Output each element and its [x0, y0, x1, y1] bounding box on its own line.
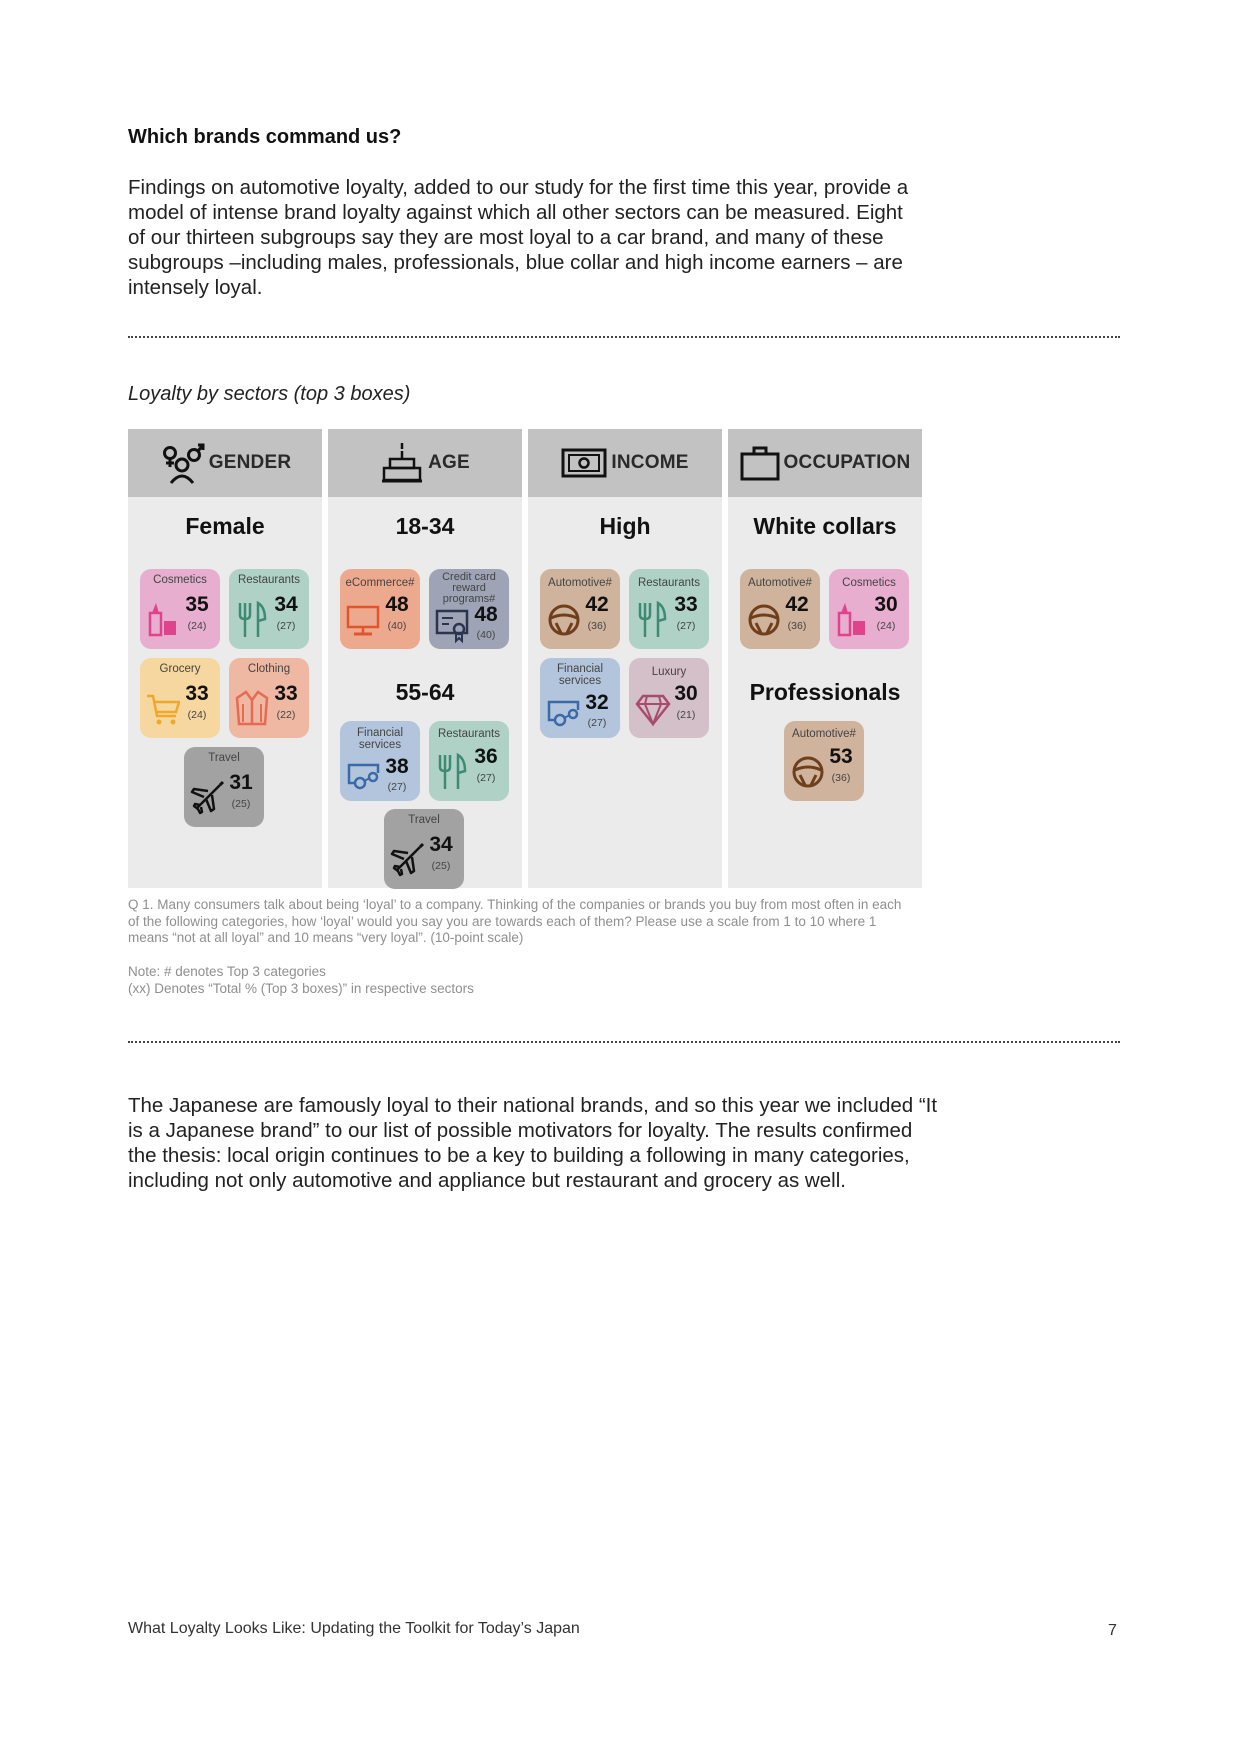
gender-column: [128, 429, 322, 888]
utensils-icon: [235, 599, 269, 639]
closing-line: The Japanese are famously loyal to their national brands, and so this year we included “It: [128, 1094, 938, 1117]
tile-travel: [184, 747, 264, 827]
intro-line: intensely loyal.: [128, 276, 263, 299]
tile-restaurants: [429, 721, 509, 801]
intro-line: model of intense brand loyalty against which all other sectors can be measured. Eight: [128, 201, 903, 224]
tile-value: 38: [385, 755, 409, 778]
tile-automotive: [540, 569, 620, 649]
tile-label: Financial services: [556, 663, 604, 687]
cake-icon: [380, 441, 424, 485]
gender-header-label: GENDER: [208, 452, 292, 473]
note-line: (xx) Denotes “Total % (Top 3 boxes)” in respective sectors: [128, 980, 474, 996]
steering-wheel-icon: [746, 599, 782, 639]
tile-percent: (27): [587, 717, 607, 729]
age-header-label: AGE: [428, 452, 470, 473]
certificate-icon: [435, 607, 469, 645]
tile-value: 35: [185, 593, 209, 616]
group-title-female: Female: [185, 513, 265, 539]
dotted-divider: [128, 1041, 1120, 1043]
lipstick-icon: [146, 599, 180, 639]
chart-title: Loyalty by sectors (top 3 boxes): [128, 383, 411, 405]
question-footnote: [128, 897, 988, 947]
intro-line: Findings on automotive loyalty, added to our study for the first time this year, provide a: [128, 176, 909, 199]
intro-paragraph: [128, 175, 958, 300]
tile-value: 30: [674, 682, 698, 705]
tile-value: 33: [185, 682, 209, 705]
dotted-divider: [128, 336, 1120, 338]
tile-cosmetics: [829, 569, 909, 649]
gender-icon: [159, 441, 205, 485]
tile-percent: (24): [187, 620, 207, 632]
tile-value: 30: [874, 593, 898, 616]
tile-percent: (22): [276, 709, 296, 721]
computer-icon: [346, 599, 380, 639]
briefcase-icon: [740, 445, 780, 481]
tile-label: Credit card reward programs#: [442, 571, 496, 605]
utensils-icon: [435, 751, 469, 791]
tile-travel: [384, 809, 464, 889]
tile-value: 48: [474, 603, 498, 626]
utensils-icon: [635, 599, 669, 639]
tile-value: 48: [385, 593, 409, 616]
tile-percent: (24): [876, 620, 896, 632]
tile-label: Travel: [208, 752, 240, 764]
tile-percent: (40): [387, 620, 407, 632]
tile-cosmetics: [140, 569, 220, 649]
tile-label: Automotive#: [792, 728, 856, 740]
tile-ecommerce: [340, 569, 420, 649]
closing-paragraph: [128, 1093, 958, 1193]
page-number: 7: [1108, 1622, 1117, 1639]
tile-label: Restaurants: [637, 577, 700, 589]
tile-percent: (27): [676, 620, 696, 632]
tile-value: 34: [274, 593, 298, 616]
tile-label: eCommerce#: [345, 577, 415, 589]
closing-line: is a Japanese brand” to our list of possible motivators for loyalty. The results confirmed: [128, 1119, 913, 1142]
steering-wheel-icon: [546, 599, 582, 639]
notes-footnote: [128, 964, 988, 997]
tile-label: Cosmetics: [153, 574, 207, 586]
footer-title: What Loyalty Looks Like: Updating the Toolkit for Today’s Japan: [128, 1620, 580, 1637]
tile-label: Luxury: [651, 666, 687, 678]
tile-luxury: [629, 658, 709, 738]
gender-header: [128, 429, 322, 497]
tile-financial-services: [540, 658, 620, 738]
tile-percent: (36): [587, 620, 607, 632]
income-header-label: INCOME: [611, 452, 689, 473]
tile-restaurants: [629, 569, 709, 649]
group-title-18-34: 18-34: [395, 513, 455, 539]
note-line: Note: # denotes Top 3 categories: [128, 964, 326, 979]
tile-label: Cosmetics: [842, 577, 896, 589]
occupation-header-label: OCCUPATION: [783, 452, 911, 473]
question-line: Q 1. Many consumers talk about being ‘loyal’ to a company. Thinking of the companies or brands you buy from most often in each: [128, 897, 902, 912]
tile-percent: (27): [387, 781, 407, 793]
tile-value: 36: [474, 745, 498, 768]
tile-automotive: [740, 569, 820, 649]
tile-percent: (27): [276, 620, 296, 632]
finance-icon: [546, 694, 580, 730]
occupation-header: [728, 429, 922, 497]
tile-value: 42: [585, 593, 609, 616]
occupation-column: [728, 429, 922, 888]
finance-icon: [346, 757, 380, 793]
tile-percent: (40): [476, 629, 496, 641]
tile-value: 33: [674, 593, 698, 616]
closing-line: the thesis: local origin continues to be a key to building a following in many categories,: [128, 1144, 910, 1167]
tile-label: Automotive#: [548, 577, 612, 589]
tile-label: Grocery: [159, 663, 201, 675]
tile-percent: (27): [476, 772, 496, 784]
jacket-icon: [235, 688, 269, 728]
group-title-professionals: Professionals: [749, 679, 901, 705]
cart-icon: [146, 688, 180, 728]
age-column: [328, 429, 522, 888]
tile-label: Restaurants: [437, 728, 500, 740]
tile-automotive: [784, 721, 864, 801]
diamond-icon: [635, 688, 671, 728]
tile-percent: (36): [787, 620, 807, 632]
question-line: means “not at all loyal” and 10 means “very loyal”. (10-point scale): [128, 930, 524, 945]
section-heading: Which brands command us?: [128, 126, 402, 148]
tile-financial-services: [340, 721, 420, 801]
tile-grocery: [140, 658, 220, 738]
tile-percent: (36): [831, 772, 851, 784]
airplane-icon: [390, 839, 426, 879]
tile-label: Restaurants: [237, 574, 300, 586]
steering-wheel-icon: [790, 751, 826, 791]
tile-value: 34: [429, 833, 453, 856]
tile-label: Clothing: [247, 663, 291, 675]
group-title-55-64: 55-64: [395, 679, 455, 705]
question-line: of the following categories, how ‘loyal’ would you say you are towards each of them? Please use a scale from 1 to 10 where 1: [128, 913, 877, 929]
tile-value: 42: [785, 593, 809, 616]
airplane-icon: [190, 777, 226, 817]
tile-label: Travel: [408, 814, 440, 826]
tile-percent: (21): [676, 709, 696, 721]
tile-clothing: [229, 658, 309, 738]
tile-label: Automotive#: [748, 577, 812, 589]
tile-label: Financial services: [356, 727, 404, 751]
tile-credit-card-reward-programs: [429, 569, 509, 649]
tile-percent: (25): [231, 798, 251, 810]
lipstick-icon: [835, 599, 869, 639]
tile-value: 32: [585, 691, 609, 714]
income-header: [528, 429, 722, 497]
tile-percent: (24): [187, 709, 207, 721]
tile-value: 53: [829, 745, 853, 768]
intro-line: subgroups –including males, professionals, blue collar and high income earners – are: [128, 251, 903, 274]
money-icon: [561, 446, 607, 480]
tile-value: 33: [274, 682, 298, 705]
intro-line: of our thirteen subgroups say they are most loyal to a car brand, and many of these: [128, 226, 884, 249]
closing-line: including not only automotive and appliance but restaurant and grocery as well.: [128, 1169, 846, 1192]
tile-percent: (25): [431, 860, 451, 872]
group-title-high: High: [599, 513, 651, 539]
group-title-white-collars: White collars: [753, 513, 897, 539]
tile-value: 31: [229, 771, 253, 794]
income-column: [528, 429, 722, 888]
age-header: [328, 429, 522, 497]
tile-restaurants: [229, 569, 309, 649]
